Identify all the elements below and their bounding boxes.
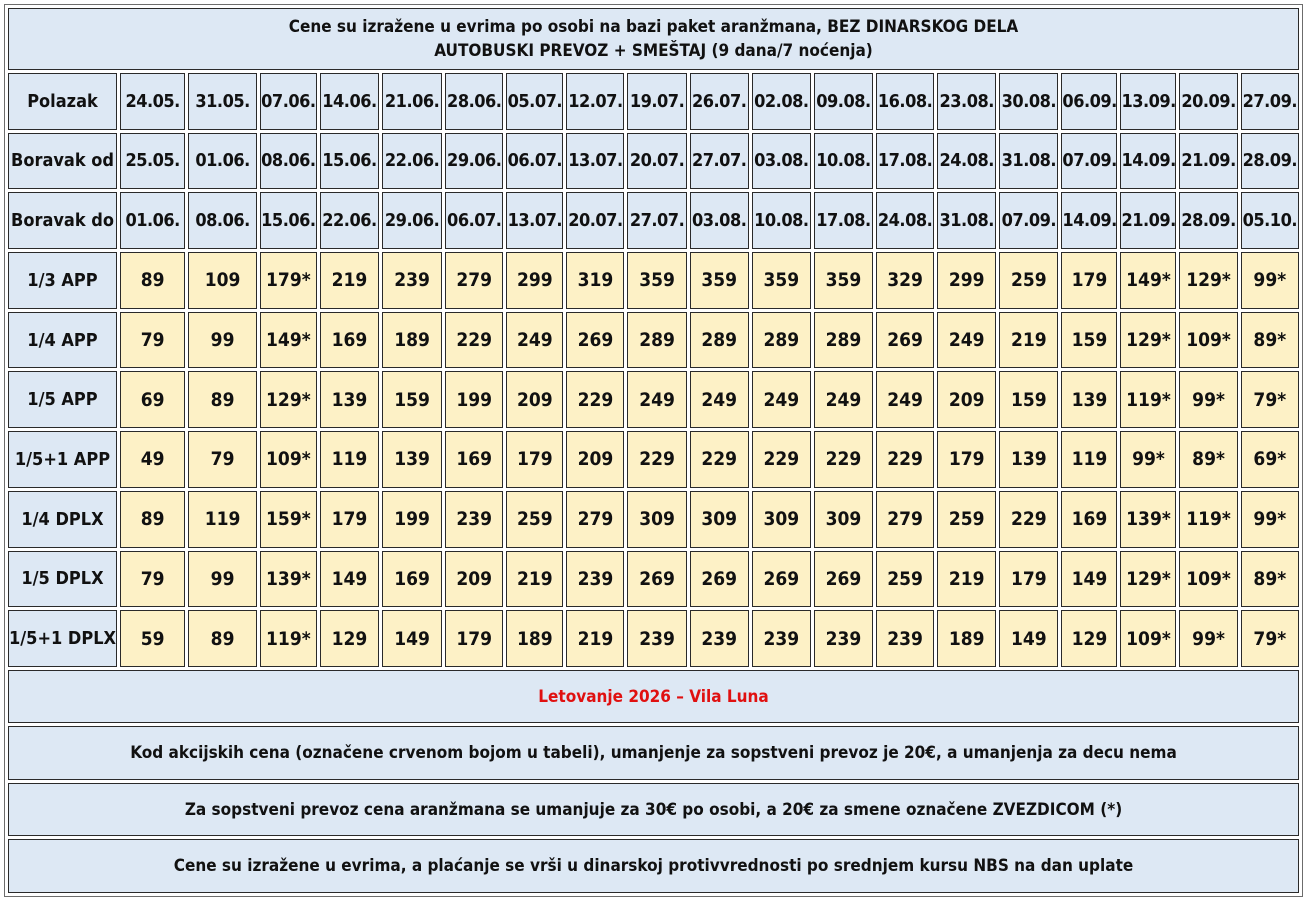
price-cell: 89* — [1241, 312, 1299, 369]
room-type-label: 1/3 APP — [8, 252, 117, 309]
date-cell: 31.05. — [188, 73, 256, 130]
price-cell: 239 — [566, 551, 624, 608]
price-cell: 189 — [937, 610, 996, 667]
row-label: Boravak do — [8, 192, 117, 249]
price-cell: 89* — [1179, 431, 1237, 488]
price-cell: 359 — [627, 252, 686, 309]
date-cell: 19.07. — [627, 73, 686, 130]
date-cell: 14.09. — [1120, 133, 1176, 190]
price-cell: 309 — [752, 491, 811, 548]
date-cell: 07.09. — [999, 192, 1058, 249]
price-cell: 179 — [1061, 252, 1117, 309]
price-cell: 149 — [320, 551, 379, 608]
price-cell: 229 — [752, 431, 811, 488]
price-cell: 79 — [120, 312, 185, 369]
date-cell: 22.06. — [382, 133, 442, 190]
date-cell: 14.09. — [1061, 192, 1117, 249]
price-cell: 129* — [1120, 312, 1176, 369]
price-cell: 269 — [814, 551, 873, 608]
date-cell: 29.06. — [382, 192, 442, 249]
price-cell: 179 — [937, 431, 996, 488]
price-cell: 59 — [120, 610, 185, 667]
date-cell: 01.06. — [188, 133, 256, 190]
price-cell: 259 — [937, 491, 996, 548]
date-cell: 24.08. — [937, 133, 996, 190]
note-own-transport: Za sopstveni prevoz cena aranžmana se umanjuje za 30€ po osobi, a 20€ za smene označene ZVEZDICOM (*) — [8, 783, 1299, 837]
date-cell: 09.08. — [814, 73, 873, 130]
price-cell: 309 — [814, 491, 873, 548]
date-rows — [8, 73, 1299, 249]
price-cell: 49 — [120, 431, 185, 488]
price-cell: 89 — [188, 610, 256, 667]
price-cell: 89 — [188, 371, 256, 428]
price-cell: 249 — [752, 371, 811, 428]
price-row — [8, 371, 1299, 428]
price-cell: 119 — [188, 491, 256, 548]
price-cell: 229 — [876, 431, 934, 488]
price-cell: 149 — [382, 610, 442, 667]
price-cell: 229 — [690, 431, 749, 488]
price-cell: 99* — [1241, 491, 1299, 548]
price-cell: 279 — [566, 491, 624, 548]
date-cell: 29.06. — [445, 133, 503, 190]
row-label: Polazak — [8, 73, 117, 130]
price-cell: 109* — [260, 431, 317, 488]
date-cell: 17.08. — [814, 192, 873, 249]
date-cell: 30.08. — [999, 73, 1058, 130]
date-cell: 14.06. — [320, 73, 379, 130]
date-cell: 24.05. — [120, 73, 185, 130]
price-cell: 79 — [188, 431, 256, 488]
price-cell: 259 — [506, 491, 563, 548]
price-cell: 159* — [260, 491, 317, 548]
price-cell: 359 — [690, 252, 749, 309]
price-cell: 309 — [627, 491, 686, 548]
date-cell: 17.08. — [876, 133, 934, 190]
header-line-2: AUTOBUSKI PREVOZ + SMEŠTAJ (9 dana/7 noćenja) — [434, 40, 873, 61]
price-row — [8, 551, 1299, 608]
date-row — [8, 73, 1299, 130]
date-cell: 15.06. — [320, 133, 379, 190]
price-cell: 119 — [320, 431, 379, 488]
date-cell: 25.05. — [120, 133, 185, 190]
price-row — [8, 431, 1299, 488]
price-cell: 229 — [445, 312, 503, 369]
price-cell: 289 — [627, 312, 686, 369]
date-row — [8, 133, 1299, 190]
price-cell: 299 — [937, 252, 996, 309]
date-cell: 24.08. — [876, 192, 934, 249]
price-cell: 239 — [876, 610, 934, 667]
date-cell: 10.08. — [814, 133, 873, 190]
price-cell: 169 — [320, 312, 379, 369]
date-cell: 28.09. — [1241, 133, 1299, 190]
price-cell: 229 — [627, 431, 686, 488]
date-cell: 05.10. — [1241, 192, 1299, 249]
price-cell: 169 — [445, 431, 503, 488]
date-cell: 01.06. — [120, 192, 185, 249]
price-cell: 269 — [752, 551, 811, 608]
price-table — [4, 4, 1303, 897]
price-cell: 259 — [999, 252, 1058, 309]
price-cell: 99* — [1179, 610, 1237, 667]
date-row — [8, 192, 1299, 249]
date-cell: 31.08. — [999, 133, 1058, 190]
price-cell: 79* — [1241, 371, 1299, 428]
price-cell: 129 — [320, 610, 379, 667]
date-cell: 26.07. — [690, 73, 749, 130]
date-cell: 28.06. — [445, 73, 503, 130]
price-cell: 209 — [566, 431, 624, 488]
price-cell: 119 — [1061, 431, 1117, 488]
price-cell: 249 — [506, 312, 563, 369]
price-cell: 149 — [999, 610, 1058, 667]
date-cell: 06.07. — [445, 192, 503, 249]
room-type-label: 1/5 DPLX — [8, 551, 117, 608]
date-cell: 02.08. — [752, 73, 811, 130]
price-cell: 219 — [999, 312, 1058, 369]
date-cell: 23.08. — [937, 73, 996, 130]
price-cell: 239 — [627, 610, 686, 667]
price-cell: 159 — [1061, 312, 1117, 369]
price-cell: 139 — [1061, 371, 1117, 428]
date-cell: 07.09. — [1061, 133, 1117, 190]
price-cell: 199 — [382, 491, 442, 548]
price-cell: 159 — [382, 371, 442, 428]
price-cell: 179 — [999, 551, 1058, 608]
price-cell: 149* — [260, 312, 317, 369]
price-cell: 189 — [506, 610, 563, 667]
price-cell: 209 — [506, 371, 563, 428]
date-cell: 27.07. — [627, 192, 686, 249]
price-cell: 99 — [188, 312, 256, 369]
price-cell: 129 — [1061, 610, 1117, 667]
date-cell: 21.09. — [1179, 133, 1237, 190]
price-cell: 109* — [1120, 610, 1176, 667]
price-cell: 219 — [320, 252, 379, 309]
price-cell: 99* — [1120, 431, 1176, 488]
date-cell: 31.08. — [937, 192, 996, 249]
price-cell: 229 — [999, 491, 1058, 548]
price-cell: 139* — [260, 551, 317, 608]
price-cell: 249 — [937, 312, 996, 369]
date-cell: 05.07. — [506, 73, 563, 130]
date-cell: 20.07. — [566, 192, 624, 249]
price-cell: 239 — [814, 610, 873, 667]
header-line-1: Cene su izražene u evrima po osobi na bazi paket aranžmana, BEZ DINARSKOG DELA — [288, 16, 1019, 37]
date-cell: 08.06. — [260, 133, 317, 190]
room-type-label: 1/5+1 APP — [8, 431, 117, 488]
price-cell: 249 — [627, 371, 686, 428]
price-cell: 279 — [445, 252, 503, 309]
note-discount-promo: Kod akcijskih cena (označene crvenom bojom u tabeli), umanjenje za sopstveni prevoz je 20€, a umanjenja za decu nema — [8, 726, 1299, 780]
date-cell: 21.09. — [1120, 192, 1176, 249]
date-cell: 13.07. — [566, 133, 624, 190]
room-type-label: 1/4 APP — [8, 312, 117, 369]
price-cell: 89 — [120, 252, 185, 309]
price-cell: 169 — [382, 551, 442, 608]
price-cell: 239 — [752, 610, 811, 667]
price-cell: 239 — [690, 610, 749, 667]
room-type-label: 1/5 APP — [8, 371, 117, 428]
price-cell: 139* — [1120, 491, 1176, 548]
date-cell: 13.07. — [506, 192, 563, 249]
price-cell: 139 — [382, 431, 442, 488]
price-cell: 289 — [814, 312, 873, 369]
price-cell: 219 — [506, 551, 563, 608]
price-cell: 319 — [566, 252, 624, 309]
date-cell: 27.09. — [1241, 73, 1299, 130]
price-rows — [8, 252, 1299, 667]
price-cell: 229 — [814, 431, 873, 488]
price-cell: 139 — [999, 431, 1058, 488]
date-cell: 03.08. — [690, 192, 749, 249]
price-cell: 359 — [814, 252, 873, 309]
price-cell: 109 — [188, 252, 256, 309]
price-cell: 269 — [690, 551, 749, 608]
price-cell: 99* — [1241, 252, 1299, 309]
date-cell: 08.06. — [188, 192, 256, 249]
price-cell: 119* — [1179, 491, 1237, 548]
date-cell: 21.06. — [382, 73, 442, 130]
price-cell: 169 — [1061, 491, 1117, 548]
note-payment: Cene su izražene u evrima, a plaćanje se vrši u dinarskoj protivvrednosti po srednjem kursu NBS na dan uplate — [8, 839, 1299, 893]
price-cell: 129* — [1179, 252, 1237, 309]
offer-title: Letovanje 2026 – Vila Luna — [8, 670, 1299, 724]
price-cell: 79* — [1241, 610, 1299, 667]
price-cell: 249 — [814, 371, 873, 428]
row-label: Boravak od — [8, 133, 117, 190]
price-cell: 89 — [120, 491, 185, 548]
price-cell: 269 — [876, 312, 934, 369]
price-cell: 269 — [566, 312, 624, 369]
table-header — [8, 8, 1299, 70]
price-cell: 249 — [876, 371, 934, 428]
date-cell: 10.08. — [752, 192, 811, 249]
price-cell: 119* — [1120, 371, 1176, 428]
date-cell: 20.07. — [627, 133, 686, 190]
price-cell: 99* — [1179, 371, 1237, 428]
date-cell: 28.09. — [1179, 192, 1237, 249]
price-cell: 279 — [876, 491, 934, 548]
room-type-label: 1/5+1 DPLX — [8, 610, 117, 667]
price-cell: 69 — [120, 371, 185, 428]
price-cell: 179 — [445, 610, 503, 667]
price-cell: 309 — [690, 491, 749, 548]
price-row — [8, 312, 1299, 369]
price-cell: 89* — [1241, 551, 1299, 608]
date-cell: 06.09. — [1061, 73, 1117, 130]
price-cell: 219 — [566, 610, 624, 667]
price-cell: 219 — [937, 551, 996, 608]
price-cell: 209 — [445, 551, 503, 608]
price-cell: 99 — [188, 551, 256, 608]
date-cell: 20.09. — [1179, 73, 1237, 130]
price-cell: 289 — [752, 312, 811, 369]
price-cell: 149 — [1061, 551, 1117, 608]
price-cell: 79 — [120, 551, 185, 608]
price-cell: 149* — [1120, 252, 1176, 309]
price-cell: 199 — [445, 371, 503, 428]
date-cell: 16.08. — [876, 73, 934, 130]
date-cell: 07.06. — [260, 73, 317, 130]
price-cell: 239 — [445, 491, 503, 548]
date-cell: 13.09. — [1120, 73, 1176, 130]
price-cell: 109* — [1179, 312, 1237, 369]
price-cell: 259 — [876, 551, 934, 608]
price-cell: 239 — [382, 252, 442, 309]
price-cell: 179* — [260, 252, 317, 309]
price-cell: 299 — [506, 252, 563, 309]
price-row — [8, 610, 1299, 667]
date-cell: 15.06. — [260, 192, 317, 249]
date-cell: 27.07. — [690, 133, 749, 190]
price-cell: 119* — [260, 610, 317, 667]
price-row — [8, 491, 1299, 548]
price-row — [8, 252, 1299, 309]
price-cell: 179 — [506, 431, 563, 488]
price-cell: 329 — [876, 252, 934, 309]
date-cell: 22.06. — [320, 192, 379, 249]
date-cell: 12.07. — [566, 73, 624, 130]
date-cell: 06.07. — [506, 133, 563, 190]
date-cell: 03.08. — [752, 133, 811, 190]
price-cell: 289 — [690, 312, 749, 369]
price-cell: 229 — [566, 371, 624, 428]
price-cell: 269 — [627, 551, 686, 608]
price-cell: 249 — [690, 371, 749, 428]
price-cell: 189 — [382, 312, 442, 369]
price-cell: 209 — [937, 371, 996, 428]
price-cell: 139 — [320, 371, 379, 428]
price-cell: 359 — [752, 252, 811, 309]
price-cell: 129* — [1120, 551, 1176, 608]
price-cell: 69* — [1241, 431, 1299, 488]
price-cell: 109* — [1179, 551, 1237, 608]
price-cell: 159 — [999, 371, 1058, 428]
price-cell: 129* — [260, 371, 317, 428]
room-type-label: 1/4 DPLX — [8, 491, 117, 548]
price-cell: 179 — [320, 491, 379, 548]
